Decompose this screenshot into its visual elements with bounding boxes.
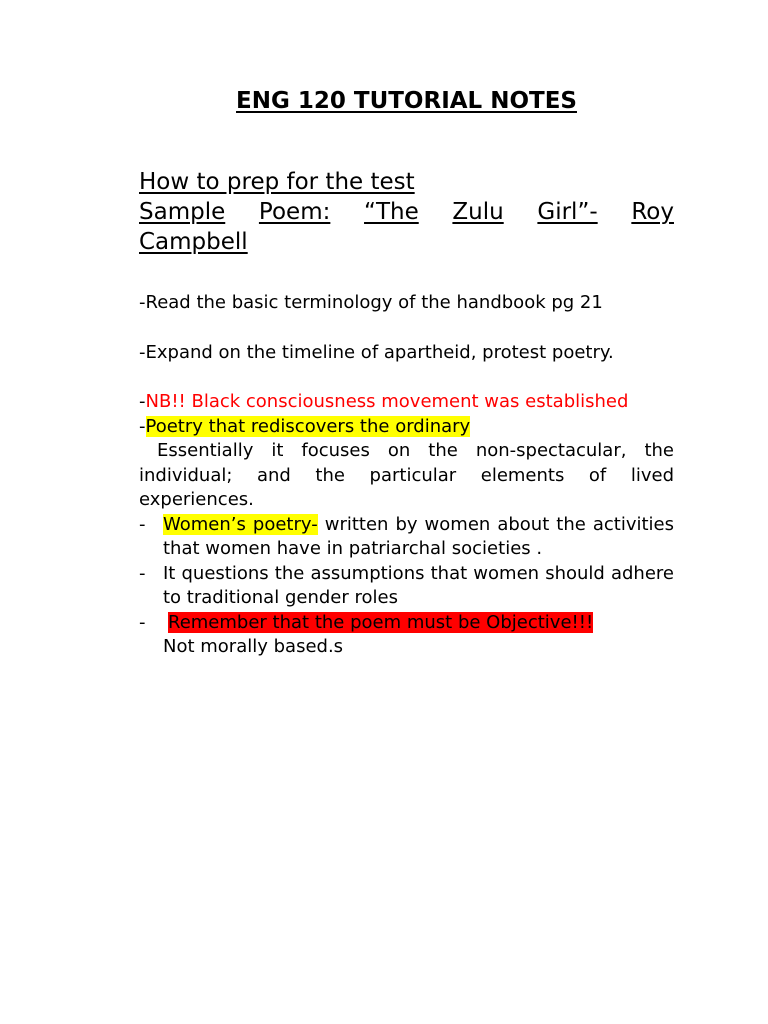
womens-poetry-text: written by women about the activities that women have in patriarchal societies . bbox=[163, 513, 674, 559]
not-morally-based-text: Not morally based.s bbox=[163, 636, 344, 657]
heading-poem-word: Girl”- bbox=[537, 199, 598, 225]
heading-sample-poem bbox=[139, 197, 674, 227]
nb-text: NB!! Black consciousness movement was established bbox=[145, 391, 629, 412]
para-nb-black-consciousness bbox=[139, 390, 674, 415]
ordinary-highlight: Poetry that rediscovers the ordinary bbox=[145, 415, 471, 437]
bullet-dash: - bbox=[139, 513, 146, 535]
section-headings bbox=[139, 167, 674, 257]
heading-poem-word: Roy bbox=[631, 199, 674, 225]
para-read-terminology: -Read the basic terminology of the handbook pg 21 bbox=[139, 292, 603, 313]
list-item bbox=[139, 513, 674, 562]
heading-poem-word: Poem: bbox=[258, 199, 331, 225]
list-item bbox=[139, 562, 674, 611]
bullet-dash: - bbox=[139, 562, 146, 584]
gender-roles-text: It questions the assumptions that women should adhere to traditional gender roles bbox=[163, 562, 674, 608]
nb-dash: - bbox=[139, 391, 146, 412]
ordinary-dash: - bbox=[139, 415, 146, 437]
womens-poetry-highlight: Women’s poetry- bbox=[163, 513, 318, 535]
heading-prep bbox=[139, 167, 674, 197]
heading-poem-word: Zulu bbox=[452, 199, 504, 225]
document-title: ENG 120 TUTORIAL NOTES bbox=[236, 88, 577, 114]
heading-author bbox=[139, 227, 674, 257]
heading-prep-text: How to prep for the test bbox=[139, 169, 415, 195]
bullet-list bbox=[139, 513, 674, 660]
heading-poem-word: “The bbox=[364, 199, 419, 225]
document-content bbox=[139, 86, 680, 660]
para-expand-timeline: -Expand on the timeline of apartheid, protest poetry. bbox=[139, 341, 614, 363]
list-item bbox=[139, 611, 674, 660]
bullet-dash: - bbox=[139, 611, 146, 633]
para-ordinary bbox=[139, 415, 674, 440]
heading-poem-word: Sample bbox=[139, 199, 226, 225]
objective-highlight: Remember that the poem must be Objective!!! bbox=[168, 611, 594, 633]
heading-author-text: Campbell bbox=[139, 229, 248, 255]
para-ordinary-description: Essentially it focuses on the non-spectacular, the individual; and the particular elements of lived experiences. bbox=[139, 440, 680, 510]
